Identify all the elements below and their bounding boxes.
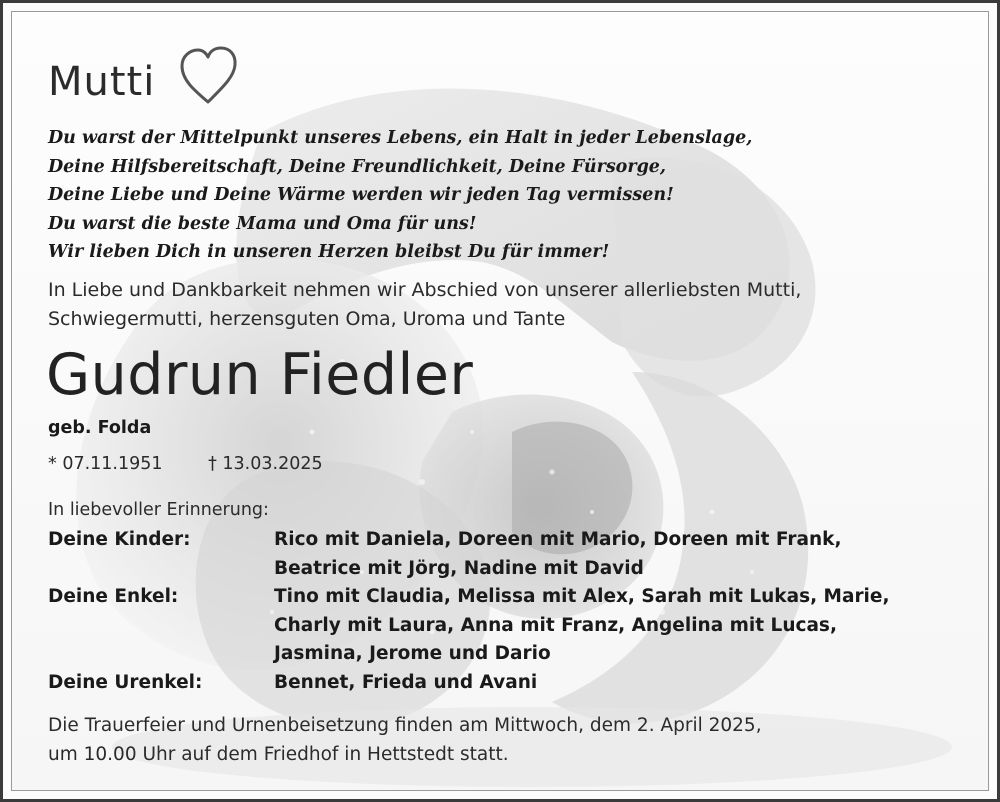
death-date: † 13.03.2025 [208, 454, 323, 474]
family-row-children [48, 526, 954, 583]
grandchildren-names [274, 583, 954, 669]
family-row-grandchildren [48, 583, 954, 669]
poem [48, 124, 752, 267]
names-line: Beatrice mit Jörg, Nadine mit David [274, 557, 644, 579]
poem-line: Deine Hilfsbereitschaft, Deine Freundlichkeit, Deine Fürsorge, [48, 156, 667, 177]
names-line: Bennet, Frieda und Avani [274, 671, 538, 693]
family-row-great-grandchildren [48, 669, 954, 698]
names-line: Charly mit Laura, Anna mit Franz, Angelina mit Lucas, [274, 614, 837, 636]
poem-line: Du warst der Mittelpunkt unseres Lebens, ein Halt in jeder Lebenslage, [48, 128, 753, 148]
poem-line: Deine Liebe und Deine Wärme werden wir jeden Tag vermissen! [48, 185, 674, 205]
service-line: Die Trauerfeier und Urnenbeisetzung finden am Mittwoch, dem 2. April 2025, [48, 715, 762, 736]
names-line: Jasmina, Jerome und Dario [274, 643, 551, 664]
page-title: Mutti [48, 59, 156, 105]
deceased-name: Gudrun Fiedler [46, 342, 474, 408]
children-label: Deine Kinder: [48, 529, 191, 550]
intro-line: Schwiegermutti, herzensguten Oma, Uroma und Tante [48, 307, 566, 330]
intro-text [48, 276, 801, 333]
birth-name: geb. Folda [48, 418, 152, 438]
birth-date: * 07.11.1951 [48, 454, 163, 474]
great-grandchildren-label: Deine Urenkel: [48, 671, 203, 693]
poem-line: Wir lieben Dich in unseren Herzen bleibst Du für immer! [48, 242, 610, 262]
life-dates [48, 454, 323, 474]
heart-outline-icon [176, 46, 240, 110]
children-names [274, 526, 954, 583]
grandchildren-label: Deine Enkel: [48, 586, 179, 607]
obituary-inner-frame [11, 11, 989, 791]
great-grandchildren-names [274, 669, 954, 698]
poem-line: Du warst die beste Mama und Oma für uns! [48, 213, 477, 234]
service-info [48, 712, 762, 769]
names-line: Rico mit Daniela, Doreen mit Mario, Doreen mit Frank, [274, 529, 842, 550]
memory-label: In liebevoller Erinnerung: [48, 500, 269, 520]
service-line: um 10.00 Uhr auf dem Friedhof in Hettstedt statt. [48, 743, 509, 765]
intro-line: In Liebe und Dankbarkeit nehmen wir Abschied von unserer allerliebsten Mutti, [48, 279, 802, 301]
names-line: Tino mit Claudia, Melissa mit Alex, Sarah mit Lukas, Marie, [274, 586, 890, 607]
title-row [48, 58, 155, 118]
family-list [48, 526, 954, 697]
